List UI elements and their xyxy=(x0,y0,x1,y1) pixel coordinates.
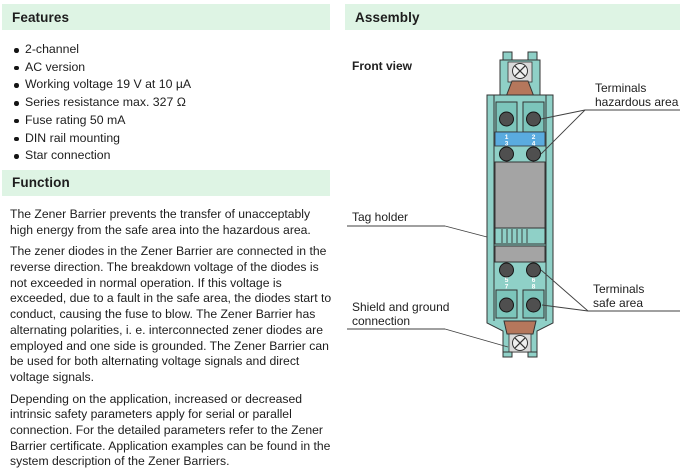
svg-text:Tag holder: Tag holder xyxy=(352,210,409,224)
terminal-screw xyxy=(500,147,514,161)
function-text xyxy=(2,207,332,470)
assembly-title: Assembly xyxy=(355,9,420,25)
terminal-screw xyxy=(527,298,541,312)
zener-barrier-device xyxy=(487,52,553,357)
features-header xyxy=(2,4,330,30)
features-list xyxy=(2,41,330,165)
bottom-prong-left xyxy=(503,352,512,357)
svg-text:Terminals: Terminals xyxy=(593,282,645,296)
svg-text:hazardous area: hazardous area xyxy=(595,95,679,109)
left-column xyxy=(2,4,330,470)
tag-holder xyxy=(495,228,545,244)
terminal-number: 3 xyxy=(504,140,509,148)
function-title: Function xyxy=(12,175,70,191)
function-paragraph: The Zener Barrier prevents the transfer of unacceptably high energy from the safe area into the hazardous area. xyxy=(10,206,311,237)
feature-item: DIN rail mounting xyxy=(14,130,330,148)
front-view-label: Front view xyxy=(352,59,413,73)
svg-text:connection: connection xyxy=(352,314,411,328)
callout-tag-holder xyxy=(347,210,487,237)
feature-item: AC version xyxy=(14,59,330,77)
terminal-screw xyxy=(500,263,514,277)
terminal-number: 2 xyxy=(531,134,536,141)
terminal-screw xyxy=(527,112,541,126)
terminal-number: 6 xyxy=(531,277,536,284)
feature-item: Fuse rating 50 mA xyxy=(14,112,330,130)
housing-face-upper xyxy=(495,162,545,228)
svg-text:Terminals: Terminals xyxy=(595,81,647,95)
terminal-number: 1 xyxy=(504,134,509,141)
housing-face-lower xyxy=(495,246,545,262)
function-header xyxy=(2,170,330,196)
terminal-screw xyxy=(527,147,541,161)
terminal-number: 8 xyxy=(531,283,536,291)
hazardous-number-strip xyxy=(495,132,545,146)
terminal-screw xyxy=(500,112,514,126)
feature-item: Series resistance max. 327 Ω xyxy=(14,94,330,112)
callout-terminals-safe xyxy=(541,270,680,311)
bottom-prong-right xyxy=(528,352,537,357)
terminal-screw xyxy=(500,298,514,312)
features-title: Features xyxy=(12,9,70,25)
svg-text:safe area: safe area xyxy=(593,296,644,310)
feature-item: 2-channel xyxy=(14,41,330,59)
bottom-clamp-block xyxy=(504,321,536,334)
feature-item: Working voltage 19 V at 10 µA xyxy=(14,76,330,94)
callout-terminals-hazardous xyxy=(541,81,680,154)
terminal-number: 5 xyxy=(504,277,509,284)
ground-screw-top-icon xyxy=(513,64,528,79)
assembly-figure xyxy=(345,40,680,443)
terminal-number: 4 xyxy=(531,140,536,148)
terminal-number: 7 xyxy=(504,283,509,291)
feature-item: Star connection xyxy=(14,147,330,165)
svg-text:Shield and ground: Shield and ground xyxy=(352,300,450,314)
right-column xyxy=(345,4,680,328)
assembly-header xyxy=(345,4,680,30)
callout-shield-ground xyxy=(347,300,508,347)
ground-screw-bottom-icon xyxy=(513,336,528,351)
function-paragraph: The zener diodes in the Zener Barrier are connected in the reverse direction. The breakdown voltage of the diodes is not exceeded in normal operation. If this voltage is exceeded, due to a fault in the safe area, the diodes start to conduct, causing the fuse to blow. The Zener Barrier has alternating polarities, i. e. interconnected zener diodes are employed and one side is grounded. The Zener Barrier can be used for both alternating voltage signals and direct voltage signals. xyxy=(10,244,332,384)
function-paragraph: Depending on the application, increased or decreased intrinsic safety parameters apply for serial or parallel connection. For the detailed parameters refer to the Zener Barrier certificate. Application examples can be found in the system description of the Zener Barriers. xyxy=(10,391,331,469)
terminal-screw xyxy=(527,263,541,277)
